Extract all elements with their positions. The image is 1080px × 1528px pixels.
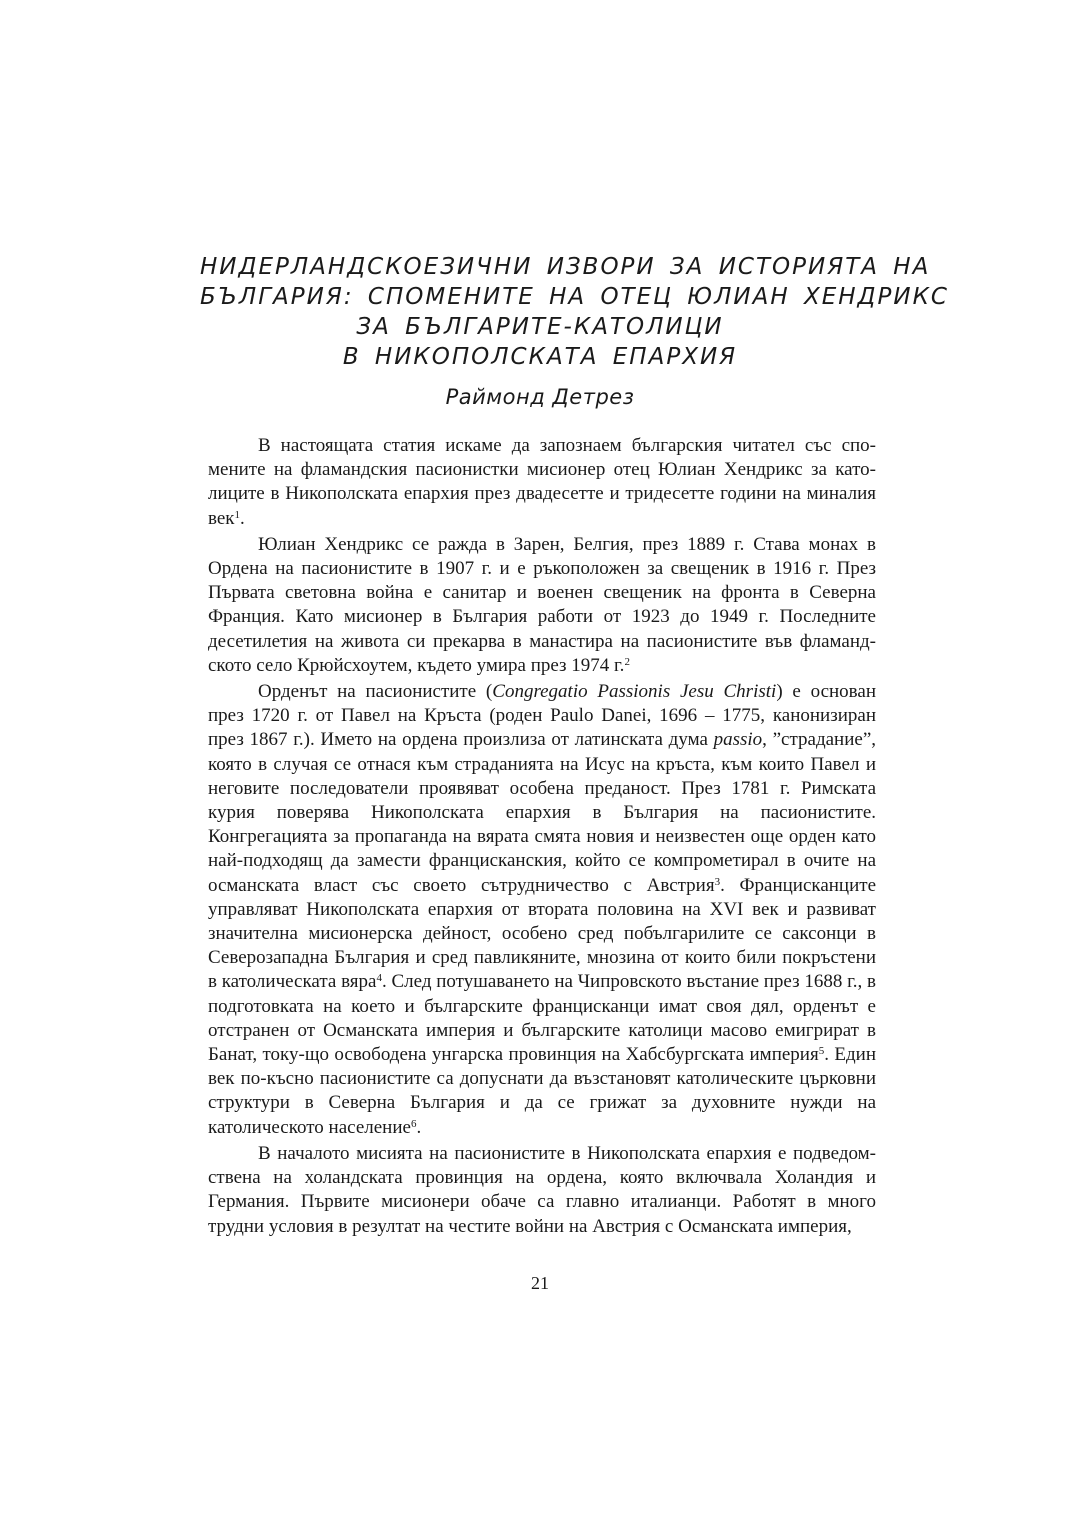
paragraph-text: ) е основан през 1720 г. от Павел на Кръста (роден Paulo Danei, 1696 – 1775, канонизиран през 1867 г.). Името на ордена произлиза от латинската дума bbox=[208, 681, 876, 751]
latin-term: passio bbox=[713, 729, 763, 751]
paragraph-text: . bbox=[416, 1116, 422, 1138]
paragraph-text: В настоящата статия искаме да запознаем българския читател със спомените на фламандския пасионистки мисионер отец Юлиан Хендрикс за католиците в Никополската епархия през двадесетте и тридесетте години на миналия век bbox=[208, 435, 876, 529]
title-line: ЗА БЪЛГАРИТЕ-КАТОЛИЦИ bbox=[356, 314, 724, 340]
footnote-ref-4[interactable]: 4 bbox=[376, 972, 382, 985]
paragraph-text: В началото мисията на пасионистите в Никополската епархия е подведомствена на холандската провинция на ордена, която включвала Холандия и Германия. Първите мисионери обаче са главно италианци. Работят в много трудни условия в резултат на честите войни на Австрия с Османската империя, bbox=[208, 1142, 876, 1237]
paragraph-text: , ”страдание”, която в случая се отнася към страданията на Исус на кръста, към които Павел и неговите последователи проявяват особена преданост. През 1781 г. Римската курия поверява Никополската епархия в България на пасионистите. Конгрегацията за пропаганда на вярата смята новия и неизвестен още орден като най-подходящ да замести францисканския, който се компрометирал в очите на османската власт със своето сътрудничество с Австрия bbox=[208, 729, 877, 896]
footnote-ref-3[interactable]: 3 bbox=[714, 875, 721, 888]
paragraph-text: Орденът на пасионистите ( bbox=[258, 681, 493, 703]
author-name: Раймонд Детрез bbox=[445, 385, 635, 409]
paragraph-4 bbox=[208, 1142, 876, 1239]
paragraph-2 bbox=[208, 533, 876, 678]
paragraph-text: . Францисканците управляват Никополската епархия от втората половина на XVI век и развиват значителна мисионерска дейност, особено сред побългарилите се саксонци в Северозападна България и сред павликяните, мнозина от които били покръстени в католическата вяра bbox=[208, 874, 876, 993]
article-title bbox=[200, 252, 949, 372]
footnote-ref-6[interactable]: 6 bbox=[410, 1117, 417, 1130]
title-line: В НИКОПОЛСКАТА ЕПАРХИЯ bbox=[342, 344, 738, 370]
latin-order-name: Congregatio Passionis Jesu Christi bbox=[492, 681, 777, 703]
paragraph-text: . След потушаването на Чипровското въстание през 1688 г., в подготовката на което и българските францисканци имат своя дял, орденът е отстранен от Османската империя и българските католици масово емигрират в Банат, току-що освободена унгарска провинция на Хабсбургската империя bbox=[208, 971, 876, 1066]
title-line: НИДЕРЛАНДСКОЕЗИЧНИ ИЗВОРИ ЗА ИСТОРИЯТА НА bbox=[200, 254, 931, 280]
paragraph-text: . Един век по-късно пасионистите са допуснати да възстановят католическите църковни структури в Северна България и да се грижат за духовните нужди на католическото население bbox=[208, 1044, 876, 1138]
footnote-ref-1[interactable]: 1 bbox=[234, 508, 241, 521]
paragraph-text: Юлиан Хендрикс се ражда в Зарен, Белгия, през 1889 г. Става монах в Ордена на пасионистите в 1907 г. и е ръкоположен за свещеник в 1916 г. През Първата световна война е санитар и военен свещеник на фронта в Северна Франция. Като мисионер в България работи от 1923 до 1949 г. Последните десетилетия на живота си прекарва в манастира на пасионистите във фламандското село Крюйсхоутем, където умира през 1974 г. bbox=[208, 533, 876, 676]
article-body bbox=[208, 434, 876, 1239]
footnote-ref-2[interactable]: 2 bbox=[624, 655, 630, 668]
paragraph-1 bbox=[208, 434, 876, 531]
paragraph-text: . bbox=[240, 507, 245, 529]
footnote-ref-5[interactable]: 5 bbox=[818, 1045, 825, 1058]
page-number: 21 bbox=[531, 1273, 549, 1293]
title-line: БЪЛГАРИЯ: СПОМЕНИТЕ НА ОТЕЦ ЮЛИАН ХЕНДРИКС bbox=[200, 284, 949, 310]
paragraph-3 bbox=[208, 680, 876, 1140]
